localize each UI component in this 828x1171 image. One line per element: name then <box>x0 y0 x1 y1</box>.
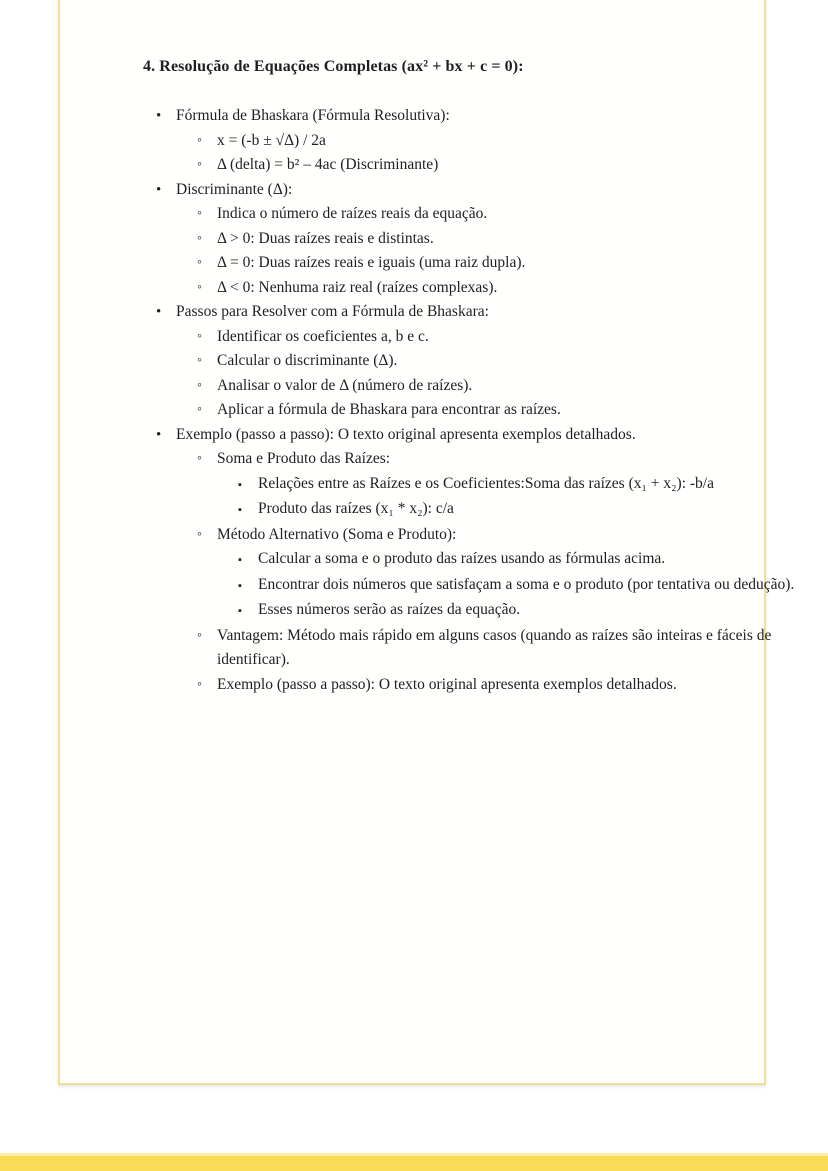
circle-bullet-icon: ◦ <box>197 230 202 246</box>
list-item <box>143 447 803 472</box>
list-item-text: Δ (delta) = b² – 4ac (Discriminante) <box>217 156 439 173</box>
list-item <box>143 251 803 276</box>
circle-bullet-icon: ◦ <box>197 526 202 542</box>
list-item <box>143 547 803 573</box>
list-item-text: Soma e Produto das Raízes: <box>217 450 391 467</box>
circle-bullet-icon: ◦ <box>197 255 202 270</box>
list-item <box>143 573 803 599</box>
list-item <box>143 349 803 374</box>
list-item-text: Δ > 0: Duas raízes reais e distintas. <box>217 229 434 247</box>
disc-bullet-icon: • <box>156 181 162 198</box>
list-item <box>143 374 803 399</box>
list-item <box>143 129 803 154</box>
circle-bullet-icon: ◦ <box>197 279 202 295</box>
list-item <box>143 472 803 498</box>
circle-bullet-icon: ◦ <box>197 402 202 417</box>
list-item-text: Relações entre as Raízes e os Coeficientes:Soma das raízes (x₁ + x₂): -b/a <box>258 474 714 492</box>
circle-bullet-icon: ◦ <box>197 676 202 692</box>
list-item <box>143 276 803 301</box>
list-item <box>143 673 803 698</box>
list-item-text: Esses números serão as raízes da equação. <box>258 601 521 618</box>
document-page-frame <box>58 0 795 1085</box>
list-item-text: Indica o número de raízes reais da equação. <box>217 205 488 222</box>
list-item-text: Aplicar a fórmula de Bhaskara para encontrar as raízes. <box>217 401 561 418</box>
square-bullet-icon: ▪ <box>238 478 242 491</box>
list-item <box>143 202 803 227</box>
circle-bullet-icon: ◦ <box>197 206 202 221</box>
outline-list <box>143 104 803 697</box>
list-item-text: Exemplo (passo a passo): O texto original apresenta exemplos detalhados. <box>217 675 677 693</box>
list-item-text: Calcular a soma e o produto das raízes usando as fórmulas acima. <box>258 550 666 567</box>
list-item-text: Identificar os coeficientes a, b e c. <box>217 327 429 345</box>
square-bullet-icon: ▪ <box>238 605 242 617</box>
list-item-text: Δ = 0: Duas raízes reais e iguais (uma raiz dupla). <box>217 254 526 271</box>
list-item-text: Fórmula de Bhaskara (Fórmula Resolutiva): <box>176 107 450 124</box>
list-item-text: Discriminante (Δ): <box>176 180 293 198</box>
list-item <box>143 104 803 129</box>
list-item-text: Passos para Resolver com a Fórmula de Bhaskara: <box>176 303 489 320</box>
list-item-text: Δ < 0: Nenhuma raiz real (raízes complexas). <box>217 278 498 296</box>
list-item-text: Vantagem: Método mais rápido em alguns casos (quando as raízes são inteiras e fáceis de identificar). <box>217 626 772 668</box>
list-item <box>143 300 803 325</box>
list-item <box>143 227 803 252</box>
circle-bullet-icon: ◦ <box>197 353 202 368</box>
disc-bullet-icon: • <box>156 304 162 320</box>
circle-bullet-icon: ◦ <box>197 328 202 344</box>
list-item <box>143 398 803 423</box>
list-item-text: Exemplo (passo a passo): O texto original apresenta exemplos detalhados. <box>176 425 636 443</box>
list-item <box>143 423 803 448</box>
list-item <box>143 178 803 203</box>
list-item <box>143 497 803 523</box>
section-title: 4. Resolução de Equações Completas (ax² + bx + c = 0): <box>143 58 524 75</box>
list-item-text: Calcular o discriminante (Δ). <box>217 352 398 369</box>
circle-bullet-icon: ◦ <box>197 627 202 643</box>
circle-bullet-icon: ◦ <box>197 377 202 393</box>
list-item-text: Analisar o valor de Δ (número de raízes). <box>217 376 473 394</box>
bottom-accent-bar <box>0 1153 828 1171</box>
list-item <box>143 523 803 548</box>
circle-bullet-icon: ◦ <box>197 451 202 466</box>
list-item <box>143 598 803 624</box>
list-item <box>143 325 803 350</box>
list-item <box>143 624 803 673</box>
document-content <box>143 56 803 697</box>
list-item-text: Método Alternativo (Soma e Produto): <box>217 525 457 543</box>
list-item-text: Produto das raízes (x₁ * x₂): c/a <box>258 500 454 517</box>
square-bullet-icon: ▪ <box>238 579 242 592</box>
disc-bullet-icon: • <box>156 426 162 443</box>
list-item-text: x = (-b ± √Δ) / 2a <box>217 131 326 149</box>
list-item <box>143 153 803 178</box>
square-bullet-icon: ▪ <box>238 504 242 516</box>
square-bullet-icon: ▪ <box>238 554 242 566</box>
disc-bullet-icon: • <box>156 108 162 124</box>
circle-bullet-icon: ◦ <box>197 132 202 148</box>
list-item-text: Encontrar dois números que satisfaçam a soma e o produto (por tentativa ou dedução). <box>258 575 795 593</box>
circle-bullet-icon: ◦ <box>197 157 202 172</box>
